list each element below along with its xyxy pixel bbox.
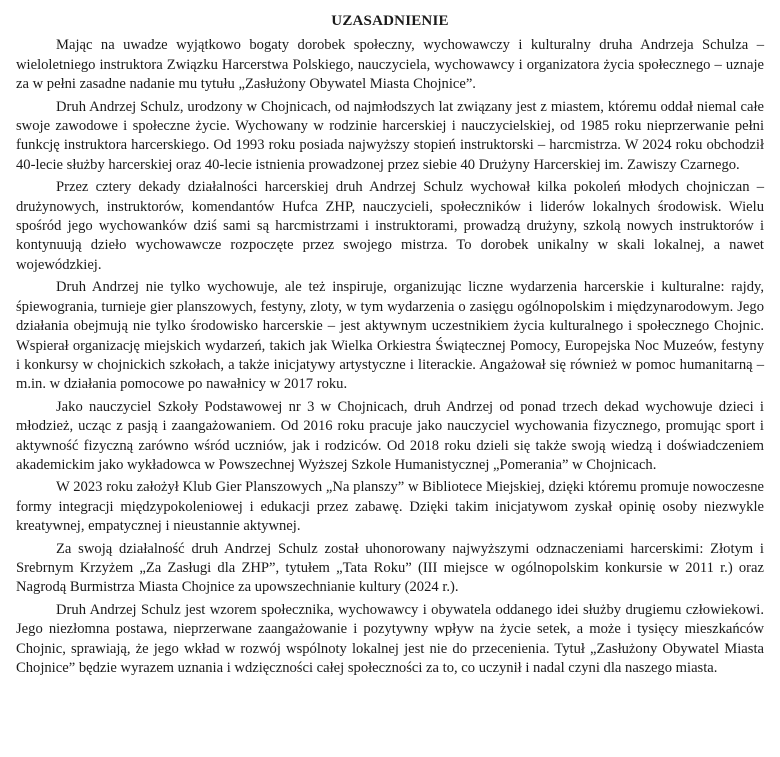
paragraph-events-activity: Druh Andrzej nie tylko wychowuje, ale też inspiruje, organizując liczne wydarzenia harcerskie i kulturalne: rajdy, śpiewogrania, turnieje gier planszowych, festyny, zloty, w tym wydarzenia o zasięgu ogólnopolskim i międzynarodowym. Jego działania obejmują nie tylko środowisko harcerskie – jest aktywnym uczestnikiem życia kulturalnego i społecznego Chojnic. Wspierał organizację miejskich wydarzeń, takich jak Wielka Orkiestra Świątecznej Pomocy, Europejska Noc Muzeów, festyny i konkursy w chojnickich szkołach, a także inicjatywy artystyczne i literackie. Angażował się również w pomoc humanitarną – m.in. w działania pomocowe po nawałnicy w 2017 roku. (16, 279, 764, 393)
paragraph-scouting-legacy: Przez cztery dekady działalności harcerskiej druh Andrzej Schulz wychował kilka pokoleń młodych chojniczan – drużynowych, instruktorów, komendantów Hufca ZHP, nauczycieli, społeczników i liderów lokalnych środowisk. Wielu spośród jego wychowanków dziś sami są harcmistrzami i instruktorami, prowadzą drużyny, szkolą nowych instruktorów i kontynuują dzieło wychowawcze rozpoczęte przez swojego mistrza. To dorobek unikalny w skali lokalnej, a nawet wojewódzkiej. (16, 179, 764, 273)
paragraph-awards: Za swoją działalność druh Andrzej Schulz został uhonorowany najwyższymi odznaczeniami harcerskimi: Złotym i Srebrnym Krzyżem „Za Zasługi dla ZHP”, tytułem „Tata Roku” (III miejsce w ogólnopolskim konkursie w 2011 r.) oraz Nagrodą Burmistrza Miasta Chojnice za upowszechnianie kultury (2024 r.). (16, 540, 764, 596)
paragraph-teaching: Jako nauczyciel Szkoły Podstawowej nr 3 w Chojnicach, druh Andrzej od ponad trzech dekad wychowuje dzieci i młodzież, ucząc z pasją i zaangażowaniem. Od 2016 roku pracuje jako nauczyciel wychowania fizycznego, promując sport i aktywność fizyczną zarówno wśród uczniów, jak i rodziców. Od 2018 roku dzieli się także swoją wiedzą i doświadczeniem akademickim jako wykładowca w Powszechnej Wyższej Szkole Humanistycznej „Pomerania” w Chojnicach. (16, 398, 764, 473)
paragraph-intro: Mając na uwadze wyjątkowo bogaty dorobek społeczny, wychowawczy i kulturalny druha Andrzeja Schulza – wieloletniego instruktora Związku Harcerstwa Polskiego, nauczyciela, wychowawcy i organizatora życia społecznego – uznaje za w pełni zasadne nadanie mu tytułu „Zasłużony Obywatel Miasta Chojnice”. (16, 37, 764, 93)
paragraph-biography: Druh Andrzej Schulz, urodzony w Chojnicach, od najmłodszych lat związany jest z miastem, któremu oddał niemal całe swoje zawodowe i społeczne życie. Wychowany w rodzinie harcerskiej i nauczycielskiej, od 1985 roku nieprzerwanie pełni funkcję instruktora harcerskiego. Od 1993 roku posiada najwyższy stopień instruktorski – harcmistrza. W 2024 roku obchodził 40-lecie służby harcerskiej oraz 40-lecie istnienia prowadzonej przez siebie 40 Drużyny Harcerskiej im. Zawiszy Czarnego. (16, 98, 764, 173)
paragraph-conclusion: Druh Andrzej Schulz jest wzorem społecznika, wychowawcy i obywatela oddanego idei służby drugiemu człowiekowi. Jego niezłomna postawa, nieprzerwane zaangażowanie i pozytywny wpływ na życie setek, a może i tysięcy mieszkańców Chojnic, sprawiają, że jego wkład w rozwój wspólnoty lokalnej jest nie do przecenienia. Tytuł „Zasłużony Obywatel Miasta Chojnice” będzie wyrazem uznania i wdzięczności całej społeczności za to, co uczynił i nadal czyni dla naszego miasta. (16, 601, 764, 676)
document-body (16, 12, 764, 678)
paragraph-board-game-club: W 2023 roku założył Klub Gier Planszowych „Na planszy” w Bibliotece Miejskiej, dzięki któremu promuje nowoczesne formy integracji międzypokoleniowej i edukacji przez zabawę. Dzięki takim inicjatywom zyskał opinię osoby niezwykle kreatywnej, empatycznej i nieustannie aktywnej. (16, 479, 764, 535)
document-title: UZASADNIENIE (331, 13, 449, 29)
